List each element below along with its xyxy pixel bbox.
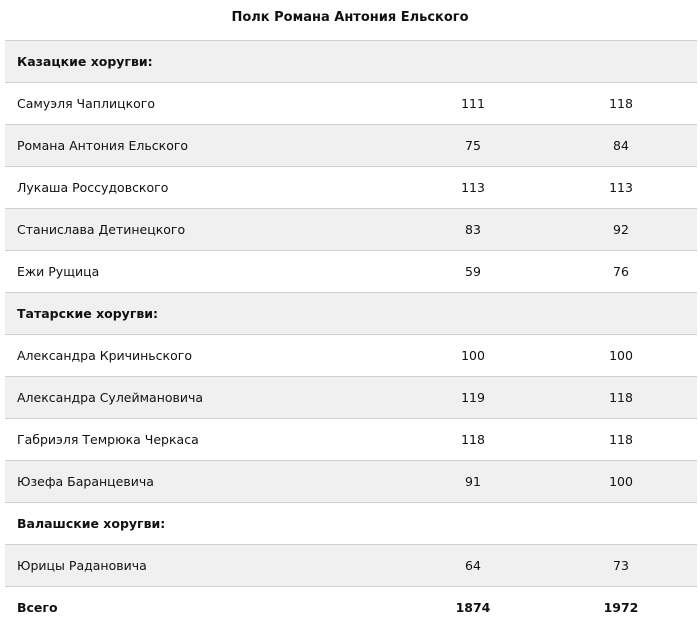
total-label: Всего — [17, 600, 58, 615]
banner-name: Лукаша Россудовского — [17, 180, 169, 195]
banner-name: Александра Кричиньского — [17, 348, 192, 363]
value-col-2: 73 — [613, 558, 629, 573]
total-row — [5, 586, 697, 628]
table-row — [5, 334, 697, 376]
section-row-tatar — [5, 292, 697, 334]
banner-name: Романа Антония Ельского — [17, 138, 189, 153]
value-col-1: 83 — [465, 222, 481, 237]
value-col-2: 92 — [613, 222, 629, 237]
value-col-2: 113 — [609, 180, 633, 195]
value-col-2: 84 — [613, 138, 629, 153]
banner-name: Станислава Детинецкого — [17, 222, 186, 237]
table-row — [5, 544, 697, 586]
table-row — [5, 418, 697, 460]
value-col-1: 119 — [461, 390, 485, 405]
value-col-2: 118 — [609, 432, 633, 447]
value-col-1: 100 — [461, 348, 485, 363]
banner-name: Самуэля Чаплицкого — [17, 96, 155, 111]
section-row-wallachian — [5, 502, 697, 544]
value-col-1: 113 — [461, 180, 485, 195]
section-label: Татарские хоругви: — [17, 306, 159, 321]
banner-name: Юзефа Баранцевича — [17, 474, 154, 489]
value-col-2: 118 — [609, 390, 633, 405]
banner-name: Александра Сулеймановича — [17, 390, 204, 405]
table-title: Полк Романа Антония Ельского — [231, 10, 469, 25]
table-row — [5, 460, 697, 502]
value-col-1: 75 — [465, 138, 481, 153]
value-col-1: 64 — [465, 558, 481, 573]
table-row — [5, 82, 697, 124]
value-col-2: 118 — [609, 96, 633, 111]
value-col-2: 76 — [613, 264, 629, 279]
section-label: Казацкие хоругви: — [17, 54, 153, 69]
value-col-2: 100 — [609, 348, 633, 363]
table-row — [5, 376, 697, 418]
banner-name: Габриэля Темрюка Черкаса — [17, 432, 199, 447]
value-col-1: 59 — [465, 264, 481, 279]
table-row — [5, 250, 697, 292]
total-col-1: 1874 — [455, 600, 491, 615]
table-row — [5, 166, 697, 208]
banner-name: Юрицы Радановича — [17, 558, 147, 573]
value-col-1: 111 — [461, 96, 485, 111]
total-col-2: 1972 — [603, 600, 639, 615]
section-row-cossack — [5, 40, 697, 82]
value-col-1: 118 — [461, 432, 485, 447]
value-col-2: 100 — [609, 474, 633, 489]
section-label: Валашские хоругви: — [17, 516, 166, 531]
table-row — [5, 124, 697, 166]
table-row — [5, 208, 697, 250]
banner-name: Ежи Рущица — [17, 264, 100, 279]
value-col-1: 91 — [465, 474, 481, 489]
regiment-table — [5, 40, 697, 628]
